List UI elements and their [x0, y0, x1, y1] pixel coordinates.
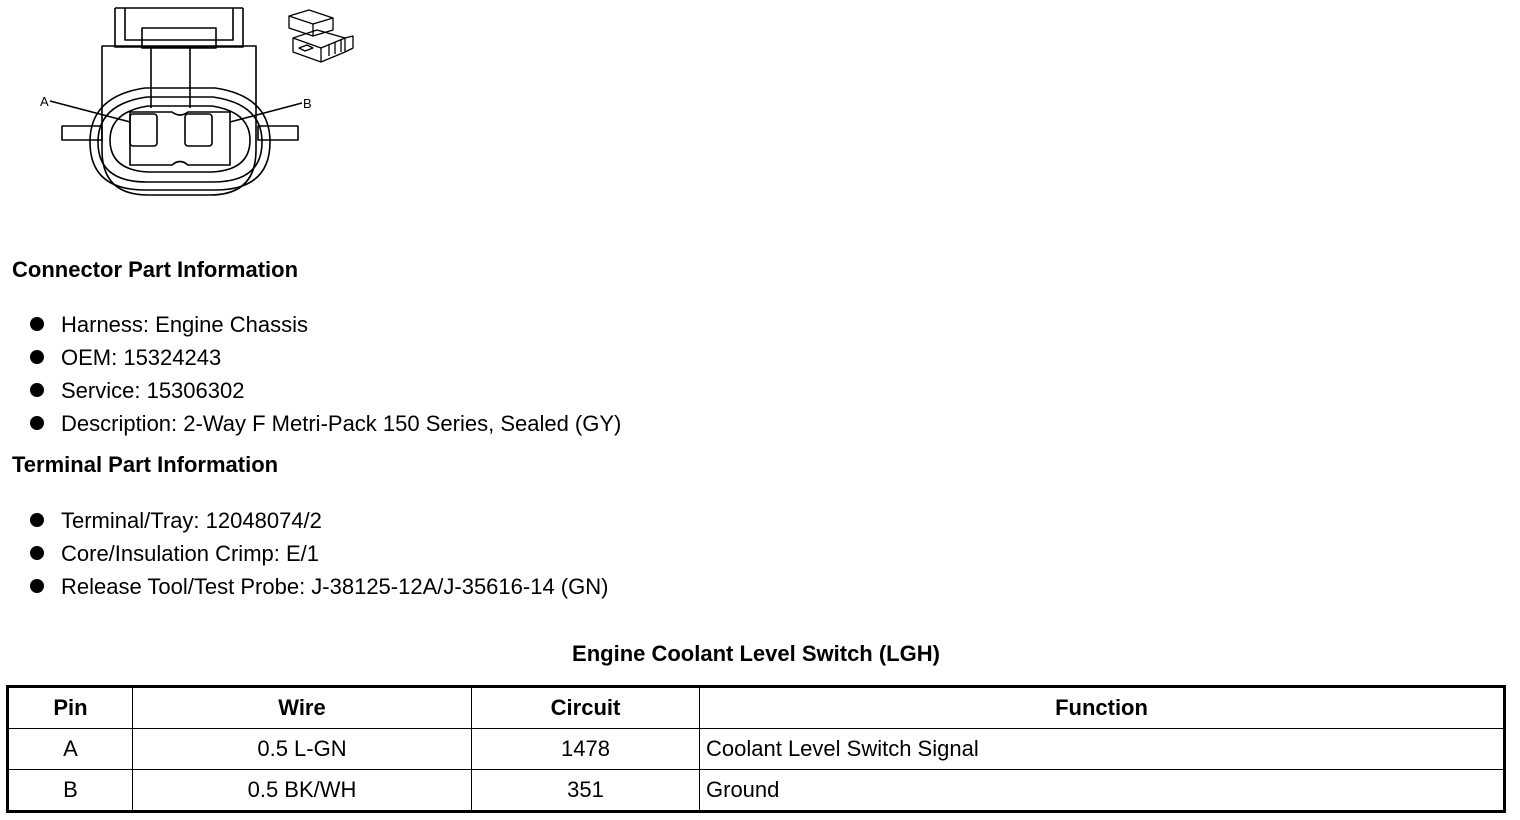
connector-part-info-list: [0, 308, 621, 440]
list-item: [0, 537, 608, 570]
list-item: [0, 570, 608, 603]
cell-function: Coolant Level Switch Signal: [700, 729, 1505, 770]
bullet-icon: [30, 350, 44, 364]
list-item: [0, 341, 621, 374]
list-item-text: Terminal/Tray: 12048074/2: [61, 508, 322, 533]
table-row: [8, 770, 1505, 812]
list-item: [0, 407, 621, 440]
bullet-icon: [30, 546, 44, 560]
column-header-wire: Wire: [133, 687, 472, 729]
list-item: [0, 308, 621, 341]
cell-pin: B: [8, 770, 133, 812]
connector-cavity-outline: [130, 112, 230, 165]
list-item: [0, 504, 608, 537]
list-item: [0, 374, 621, 407]
pin-a-leader: [50, 101, 130, 122]
pin-table: [6, 685, 1506, 813]
connector-shroud: [90, 88, 270, 190]
pin-b-label: B: [303, 96, 312, 111]
cell-wire: 0.5 L-GN: [133, 729, 472, 770]
connector-latch-tab: [142, 28, 216, 48]
connector-thumbnail-icon: [283, 8, 359, 64]
cell-circuit: 351: [472, 770, 700, 812]
bullet-icon: [30, 317, 44, 331]
terminal-cavity-a: [130, 114, 157, 146]
list-item-text: Harness: Engine Chassis: [61, 312, 309, 337]
cell-pin: A: [8, 729, 133, 770]
list-item-text: Core/Insulation Crimp: E/1: [61, 541, 319, 566]
terminal-part-info-list: [0, 504, 608, 603]
column-header-pin: Pin: [8, 687, 133, 729]
bullet-icon: [30, 513, 44, 527]
bullet-icon: [30, 579, 44, 593]
cell-function: Ground: [700, 770, 1505, 812]
list-item-text: Service: 15306302: [61, 378, 245, 403]
cell-wire: 0.5 BK/WH: [133, 770, 472, 812]
pin-table-title: Engine Coolant Level Switch (LGH): [572, 641, 940, 666]
list-item-text: Release Tool/Test Probe: J-38125-12A/J-35616-14 (GN): [61, 574, 609, 599]
bullet-icon: [30, 416, 44, 430]
connector-left-ear: [62, 126, 102, 140]
terminal-cavity-b: [185, 114, 212, 146]
table-header-row: [8, 687, 1505, 729]
bullet-icon: [30, 383, 44, 397]
column-header-function: Function: [700, 687, 1505, 729]
connector-part-info-heading: Connector Part Information: [12, 257, 299, 282]
column-header-circuit: Circuit: [472, 687, 700, 729]
list-item-text: OEM: 15324243: [61, 345, 222, 370]
connector-right-ear: [258, 126, 298, 140]
table-row: [8, 729, 1505, 770]
pin-a-label: A: [40, 94, 49, 109]
terminal-part-info-heading: Terminal Part Information: [12, 452, 279, 477]
cell-circuit: 1478: [472, 729, 700, 770]
list-item-text: Description: 2-Way F Metri-Pack 150 Series, Sealed (GY): [61, 411, 622, 436]
